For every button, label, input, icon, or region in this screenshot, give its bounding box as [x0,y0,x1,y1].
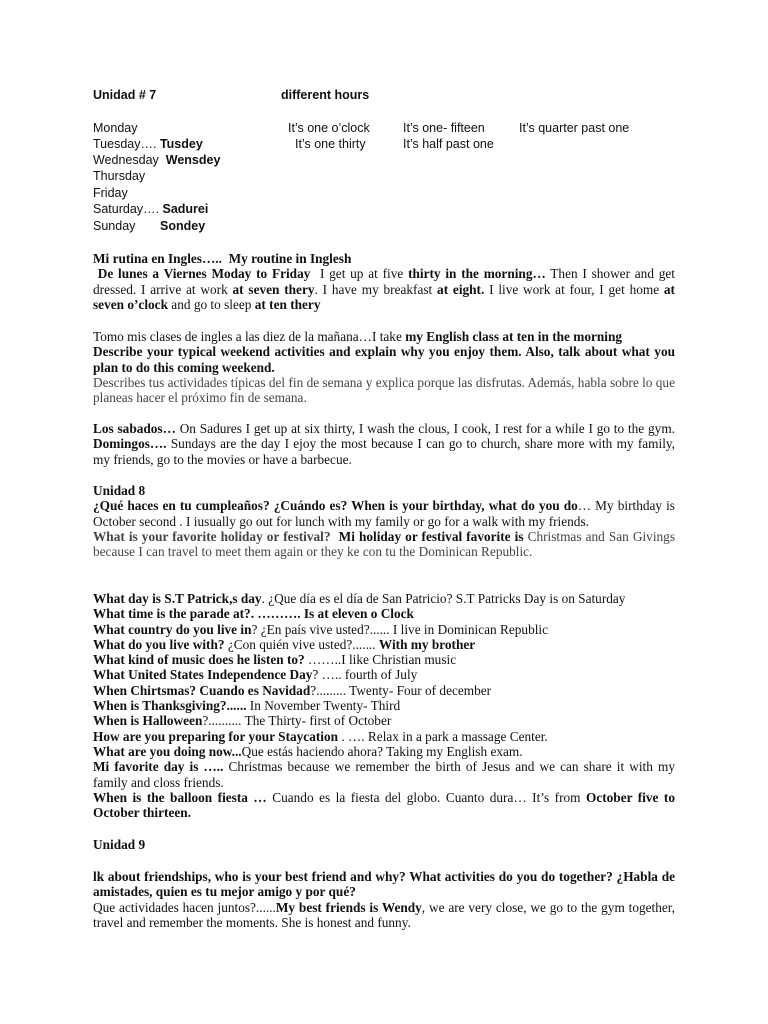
favorite-day: Mi favorite day is ….. Christmas because we remember the birth of Jesus and we can share it with my family and closs friends. [93,759,675,790]
time-half-past-one: It’s half past one [403,137,494,151]
qa-halloween: When is Halloween?.......... The Thirty- first of October [93,713,392,729]
day-thursday: Thursday [93,169,146,183]
routine-heading: Mi rutina en Ingles….. My routine in Inglesh [93,251,352,266]
weekend-prompt: Describe your typical weekend activities and explain why you enjoy them. Also, talk about what you plan to do this coming weekend. [93,344,675,375]
weekend-section [93,329,675,405]
routine-section [93,251,675,312]
qa-parade: What time is the parade at?. ………. Is at eleven o Clock [93,606,414,622]
qa-doing-now: What are you doing now...Que estás haciendo ahora? Taking my English exam. [93,743,523,759]
time-one-oclock: It’s one o’clock [288,121,370,135]
friendship-answer: Que actividades hacen juntos?......My best friends is Wendy, we are very close, we go to the gym together, travel and remember the moments. She is honest and funny. [93,899,675,930]
day-sunday-bold: Sondey [160,219,206,233]
day-tuesday: Tuesday…. Tusdey [93,137,203,151]
unit8-section [93,483,675,559]
day-sunday: Sunday [93,219,136,233]
unit7-heading: Unidad # 7 [93,88,157,102]
qa-thanksgiving: When is Thanksgiving?...... In November Twenty- Third [93,698,401,714]
qa-christmas: When Chirtsmas? Cuando es Navidad?......... Twenty- Four of december [93,682,492,698]
balloon-fiesta: When is the balloon fiesta … Cuando es la fiesta del globo. Cuanto dura… It’s from October five to October thirteen. [93,789,675,821]
unit8-heading: Unidad 8 [93,483,146,498]
time-quarter-past-one: It’s quarter past one [519,121,630,135]
english-class-line: Tomo mis clases de ingles a las diez de la mañana…I take my English class at ten in the morning [93,329,623,344]
routine-paragraph: De lunes a Viernes Moday to Friday I get up at five thirty in the morning… Then I shower and get dressed. I arrive at work at seven thery. I have my breakfast at eight. I live work at four, I get home at seven o’clock and go to sleep at ten thery [93,266,676,312]
weekend-answer: Los sabados… On Sadures I get up at six thirty, I wash the clous, I cook, I rest for a while I go to the gym. Domingos…. Sundays are the day I ejoy the most because I can go to church, share more with my family, my friends, go to the movies or have a barbecue. [93,421,675,467]
day-saturday: Saturday…. Sadurei [93,202,209,216]
qa-live-with: What do you live with? ¿Con quién vive usted?....... With my brother [93,636,476,652]
friendship-prompt: lk about friendships, who is your best friend and why? What activities do you do together? ¿Habla de amistades, quien es tu mejor amigo y por qué? [93,869,675,900]
unit8-qa-list [93,591,675,820]
qa-staycation: How are you preparing for your Staycation . …. Relax in a park a massage Center. [93,728,548,744]
unit9-section [93,869,675,930]
unit9-heading: Unidad 9 [93,837,146,852]
qa-country: What country do you live in? ¿En país vive usted?...... I live in Dominican Republic [93,621,549,637]
holiday-qa: What is your favorite holiday or festival? Mi holiday or festival favorite is Christmas and San Givings because I can travel to meet them again or they ke con tu the Dominican Republic. [93,528,675,560]
time-one-fifteen: It’s one- fifteen [403,121,485,135]
birthday-qa: ¿Qué haces en tu cumpleaños? ¿Cuándo es? When is your birthday, what do you do… My birthday is October second . I iusually go out for lunch with my family or go for a walk with my friends. [93,498,675,529]
weekend-translation: Describes tus actividades típicas del fin de semana y explica porque las disfrutas. Además, habla sobre lo que planeas hacer el próximo fin de semana. [93,374,675,406]
time-one-thirty: It’s one thirty [295,137,366,151]
unit7-topic: different hours [281,88,370,102]
qa-independence: What United States Independence Day? ….. fourth of July [93,667,418,683]
day-friday: Friday [93,186,128,200]
qa-stpatrick: What day is S.T Patrick,s day. ¿Que día es el día de San Patricio? S.T Patricks Day is on Saturday [93,591,626,606]
day-monday: Monday [93,121,138,135]
qa-music: What kind of music does he listen to? ……..I like Christian music [93,652,457,668]
day-wednesday: Wednesday Wensdey [93,153,221,167]
